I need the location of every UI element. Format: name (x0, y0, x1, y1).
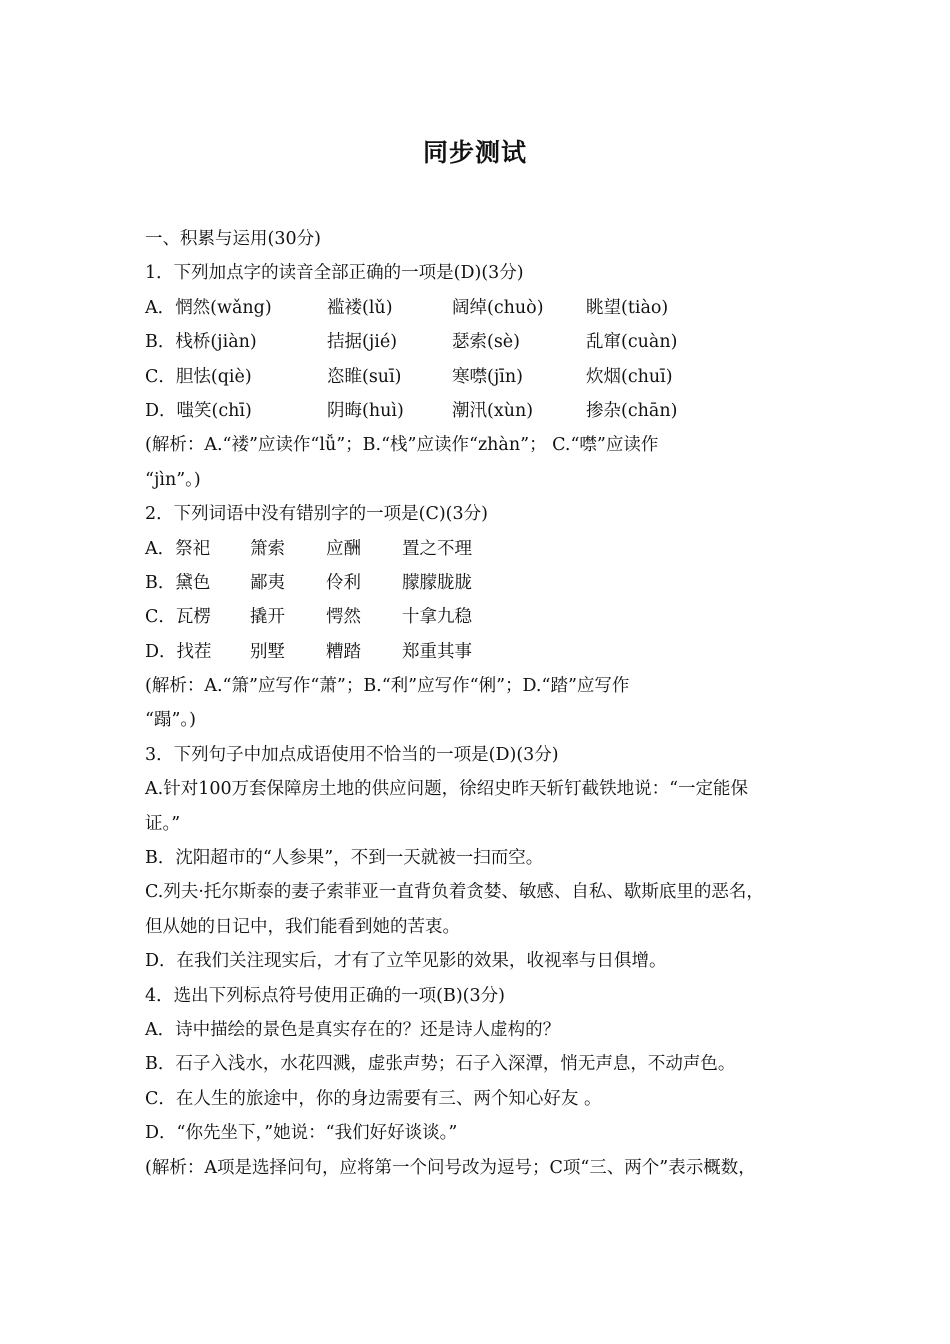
option-cell: 糟踏 (326, 641, 361, 662)
question-3-option-a-cont: 证。” (145, 813, 181, 834)
option-cell: 伶利 (326, 572, 361, 593)
option-cell: 眺望(tiào) (586, 297, 669, 318)
option-cell: 瑟索(sè) (452, 332, 520, 353)
question-1-option-c (145, 360, 810, 394)
option-cell: 乱窜(cuàn) (586, 332, 678, 353)
option-cell: 置之不理 (402, 538, 472, 559)
option-cell: 褴褛(lǔ) (327, 297, 393, 318)
question-1-option-b (145, 325, 810, 359)
option-cell: 别墅 (250, 641, 285, 662)
question-3-option-c-cont: 但从她的日记中，我们能看到她的苦衷。 (145, 916, 460, 937)
question-1-analysis-cont: “jìn”。) (145, 469, 201, 490)
question-4-analysis: (解析：A项是选择问句，应将第一个问号改为逗号；C项“三、两个”表示概数， (145, 1157, 756, 1178)
question-2-analysis-cont: “蹋”。) (145, 710, 196, 731)
option-cell: A．惘然(wǎng) (145, 297, 272, 318)
question-3-option-c: C.列夫·托尔斯泰的妻子索菲亚一直背负着贪婪、敏感、自私、歇斯底里的恶名， (145, 882, 764, 903)
question-2-option-b (145, 566, 810, 600)
option-cell: 恣睢(suī) (327, 366, 402, 387)
document-body (145, 222, 810, 1185)
question-3-option-d: D．在我们关注现实后，才有了立竿见影的效果，收视率与日俱增。 (145, 951, 667, 972)
option-cell: C．瓦楞 (145, 607, 211, 628)
option-cell: 阴晦(huì) (327, 400, 404, 421)
option-cell: 掺杂(chān) (586, 400, 678, 421)
question-3-stem: 3．下列句子中加点成语使用不恰当的一项是(D)(3分) (145, 744, 559, 765)
question-4-option-d: D．“你先坐下，”她说：“我们好好谈谈。” (145, 1123, 458, 1144)
question-4-stem: 4．选出下列标点符号使用正确的一项(B)(3分) (145, 985, 505, 1006)
option-cell: 炊烟(chuī) (586, 366, 673, 387)
question-2-option-c (145, 600, 810, 634)
option-cell: 阔绰(chuò) (452, 297, 544, 318)
option-cell: 拮据(jié) (327, 332, 398, 353)
option-cell: 十拿九稳 (402, 607, 472, 628)
option-cell: 撬开 (250, 607, 285, 628)
question-1-option-d (145, 394, 810, 428)
question-2-stem: 2．下列词语中没有错别字的一项是(C)(3分) (145, 504, 488, 525)
option-cell: B．栈桥(jiàn) (145, 332, 257, 353)
option-cell: 朦朦胧胧 (402, 572, 472, 593)
option-cell: 潮汛(xùn) (452, 400, 534, 421)
question-4-option-b: B．石子入浅水，水花四溅，虚张声势；石子入深潭，悄无声息，不动声色。 (145, 1054, 736, 1075)
option-cell: 应酬 (326, 538, 361, 559)
question-4-option-a: A．诗中描绘的景色是真实存在的？还是诗人虚构的？ (145, 1019, 561, 1040)
question-1-stem: 1．下列加点字的读音全部正确的一项是(D)(3分) (145, 263, 524, 284)
option-cell: A．祭祀 (145, 538, 211, 559)
question-2-analysis: (解析：A.“箫”应写作“萧”；B.“利”应写作“俐”；D.“踏”应写作 (145, 676, 630, 697)
question-2-option-d (145, 635, 810, 669)
question-4-option-c: C．在人生的旅途中，你的身边需要有三、两个知心好友 。 (145, 1088, 602, 1109)
option-cell: D．嗤笑(chī) (145, 400, 252, 421)
option-cell: 鄙夷 (250, 572, 285, 593)
option-cell: 寒噤(jīn) (452, 366, 523, 387)
section-heading: 一、积累与运用(30分) (145, 229, 321, 249)
option-cell: 郑重其事 (402, 641, 472, 662)
option-cell: 愕然 (326, 607, 361, 628)
question-1-option-a (145, 291, 810, 325)
option-cell: C．胆怯(qiè) (145, 366, 252, 387)
option-cell: D．找茬 (145, 641, 212, 662)
question-2-option-a (145, 532, 810, 566)
page-title: 同步测试 (422, 138, 527, 167)
question-1-analysis: (解析：A.“褛”应读作“lǚ”；B.“栈”应读作“zhàn”； C.“噤”应读作 (145, 435, 659, 456)
option-cell: 箫索 (250, 538, 285, 559)
question-3-option-b: B．沈阳超市的“人参果”，不到一天就被一扫而空。 (145, 848, 544, 869)
option-cell: B．黛色 (145, 572, 211, 593)
question-3-option-a: A.针对100万套保障房土地的供应问题，徐绍史昨天斩钉截铁地说：“一定能保 (145, 779, 749, 800)
